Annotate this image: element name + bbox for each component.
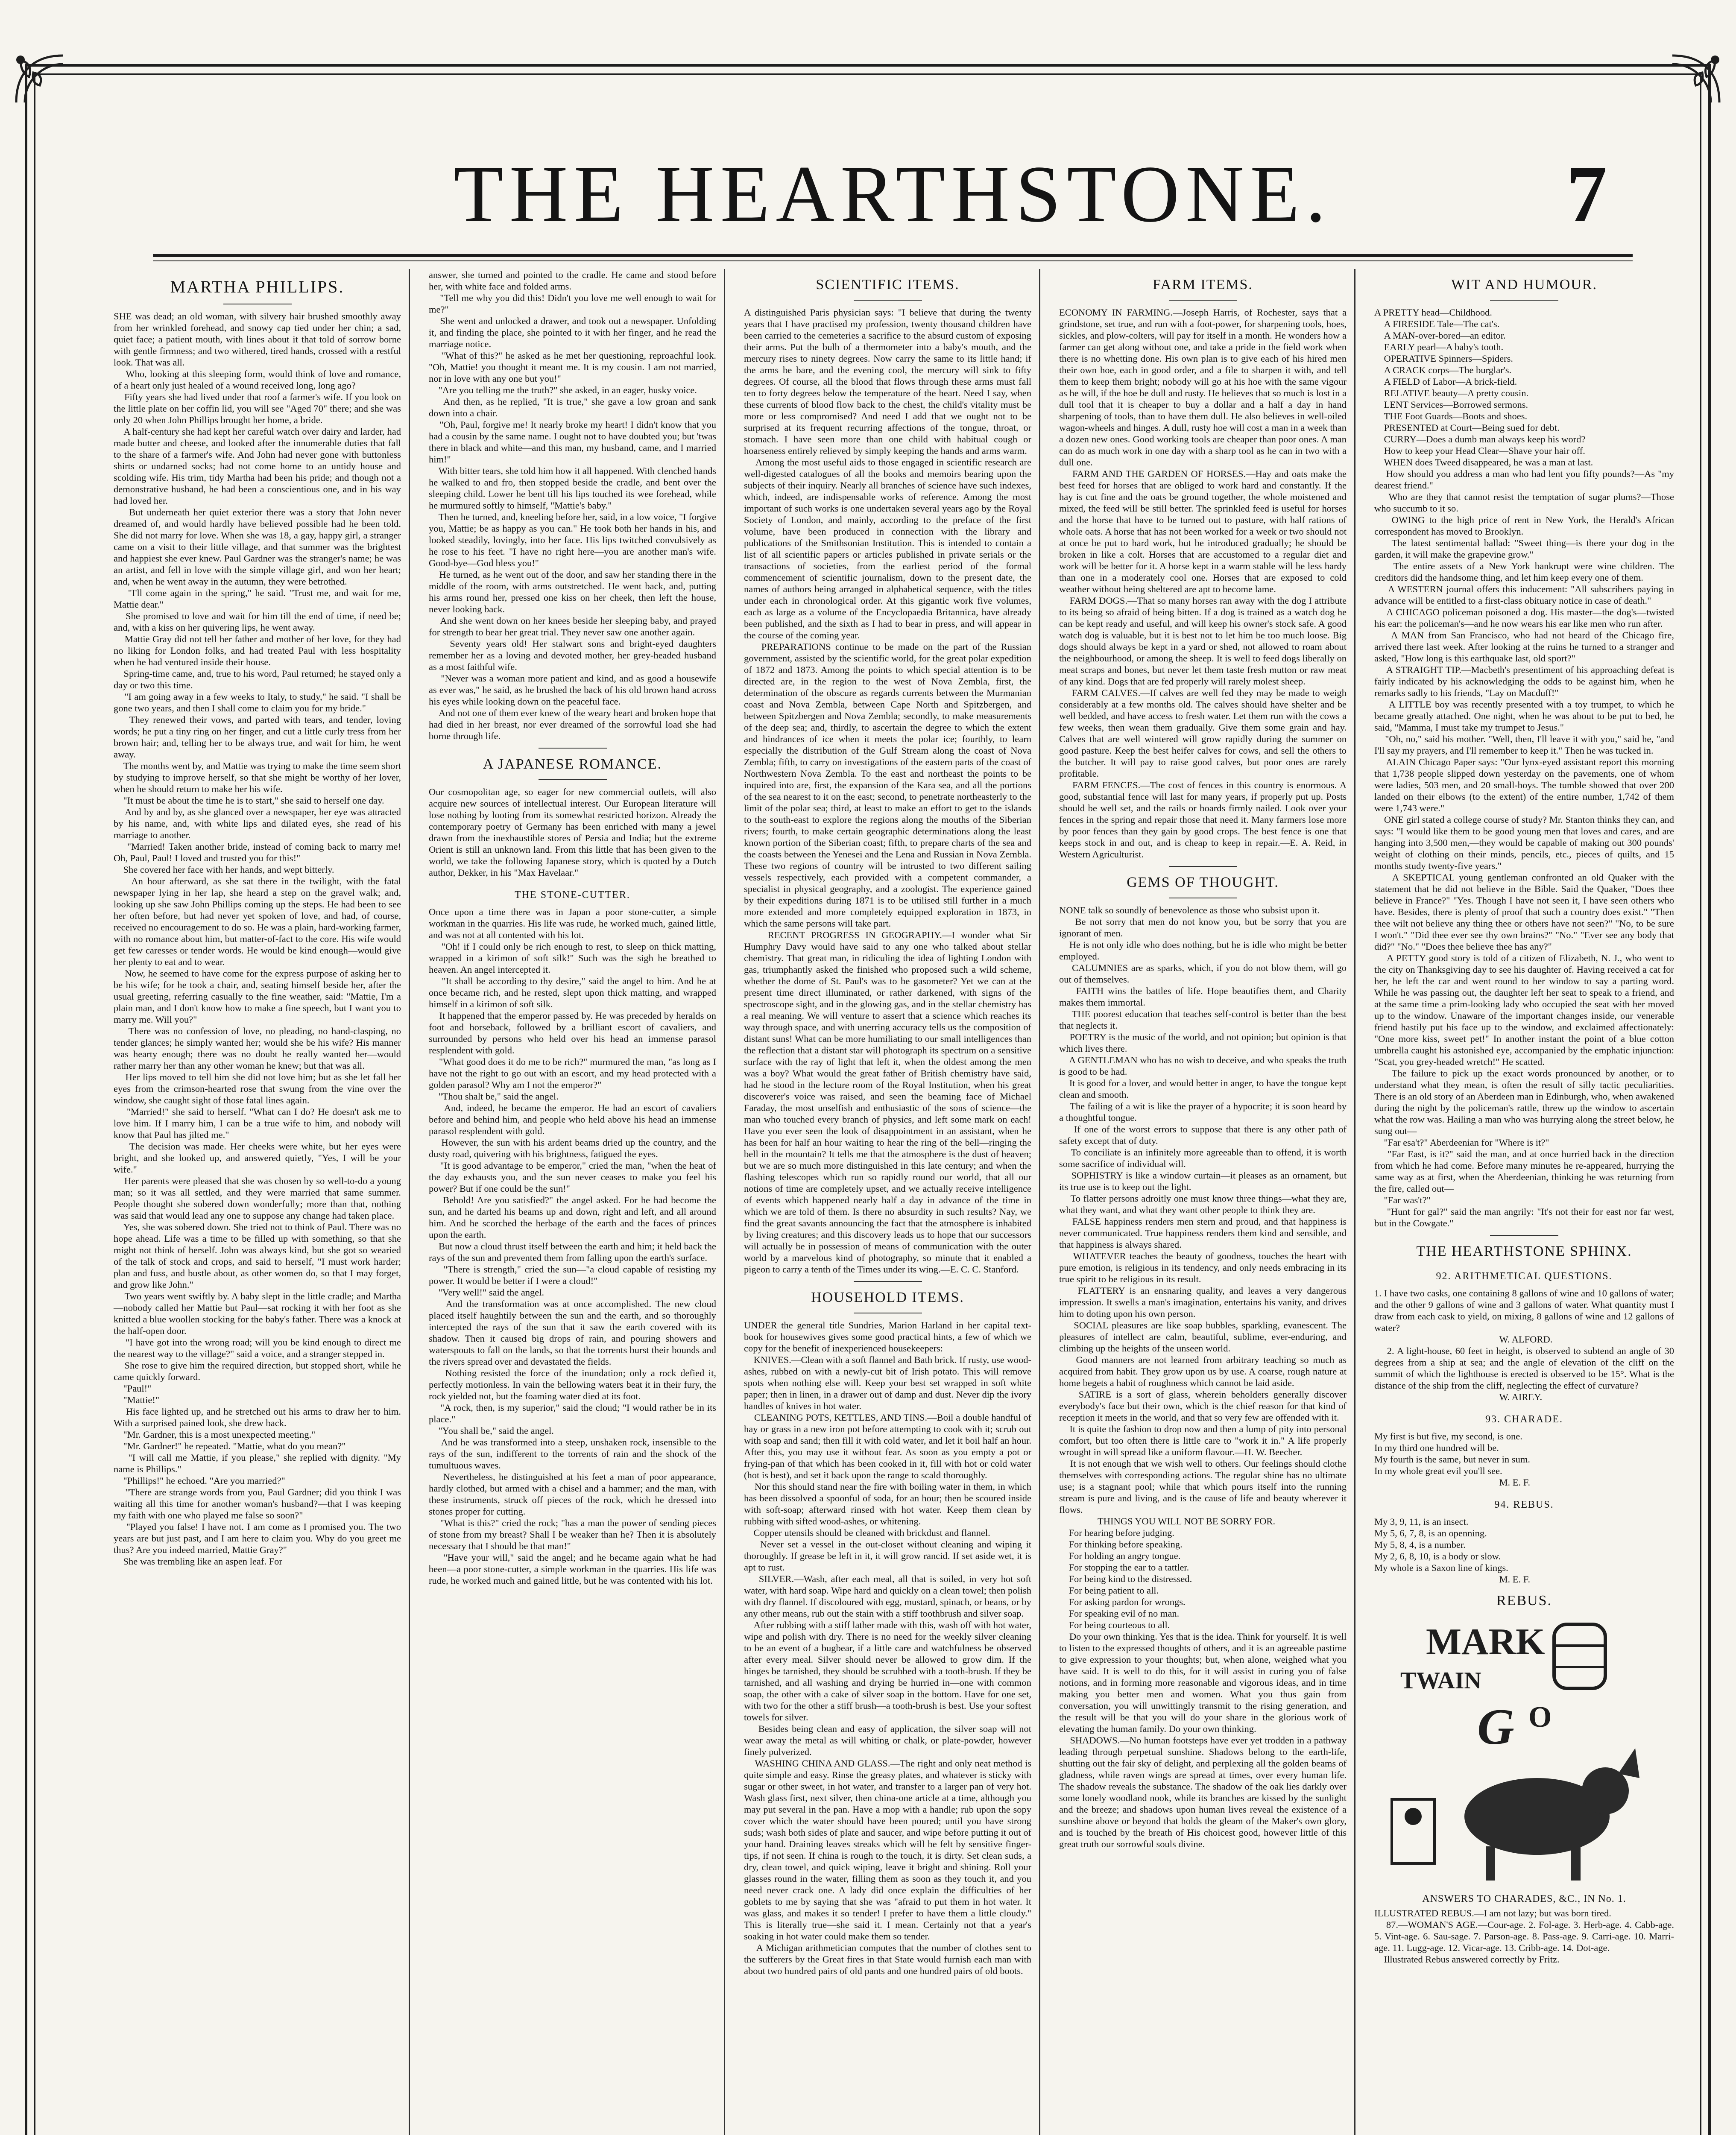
column-4 — [1051, 269, 1355, 2135]
heading-rule — [854, 300, 922, 301]
section-heading: FARM ITEMS. — [1153, 277, 1253, 292]
corner-ornament-icon — [8, 47, 72, 111]
story-heading: MARTHA PHILLIPS. — [170, 277, 345, 296]
section-body: Once upon a time there was in Japan a poor stone-cutter, a simple workman in the quarries. His life was rude, he worked much, gained little, and was not at all contented with his lot. "Oh! if I could only be rich enough to rest, to sleep on thick matting, wrapped in a kirimon of soft silk!" Such was the sigh he breathed to heaven. An angel intercepted it. "It shall be according to thy desire," said the angel to him. And he at once became rich, and he rested, slept upon thick matting, and wrapped himself in a kirimon of soft silk. It happened that the emperor passed by. He was preceded by heralds on foot and horseback, followed by a brilliant escort of cavaliers, and surrounded by persons who held over his head an immense parasol resplendent with gold. "What good does it do me to be rich?" murmured the man, "as long as I have not the right to go out with an escort, and my head protected with a golden parasol? Why am I not the emperor?" "Thou shalt be," said the angel. And, indeed, he became the emperor. He had an escort of cavaliers before and behind him, and people who held above his head an immense parasol resplendent with gold. However, the sun with his ardent beams dried up the country, and the dusty road, quivering with his brightness, fatigued the eyes. "It is good advantage to be emperor," cried the man, "when the heat of the day exhausts you, and the sun never ceases to make you feel his power? But if one could be the sun!" Behold! Are you satisfied?" the angel asked. For he had become the sun, and he darted his beams up and down, right and left, and all around him. And he scorched the herbage of the earth and the faces of princes upon the earth. But now a cloud thrust itself between the earth and him; it held back the rays of the sun and prevented them from falling upon the earth's surface. "There is strength," cried the sun—"a cloud capable of resisting my power. It would be better if I were a cloud!" "Very well!" said the angel. And the transformation was at once accomplished. The new cloud placed itself haughtily between the sun and the earth, and so thoroughly intercepted the rays of the sun that it saw the earth covered with its shadow. Then it caused big drops of rain, and pouring showers and waterspouts to fall on the lands, so that the torrents burst their bounds and the rivers spread over and devastated the fields. Nothing resisted the force of the inundation; only a rock defied it, perfectly motionless. In vain the bellowing waters beat it in their fury, the rock yielded not, but the foaming water died at its foot. "A rock, then, is my superior," said the cloud; "I would rather be in its place." "You shall be," said the angel. And he was transformed into a steep, unshaken rock, insensible to the rays of the sun, indifferent to the torrents of rain and the shock of the tumultuous waves. Nevertheless, he distinguished at his feet a man of poor appearance, hardly clothed, but armed with a chisel and a hammer; and the man, with these instruments, struck off pieces of the rock, which he dressed into stones proper for cutting. "What is this?" cried the rock; "has a man the power of sending pieces of stone from my breast? Shall I be weaker than he? Then it is absolutely necessary that I should be that man!" "Have your will," said the angel; and he became again what he had been—a poor stone-cutter, a simple workman in the quarries. His life was rude, he worked much and gained little, but he was contented with his lot. — [429, 907, 717, 1586]
puzzle-body: My 3, 9, 11, is an insect. My 5, 6, 7, 8, is an openning. My 5, 8, 4, is a number. My 2, 6, 8, 10, is a body or slow. My whole is a Saxon line of kings. M. E. F. — [1374, 1516, 1531, 1585]
section-heading: A JAPANESE ROMANCE. — [483, 756, 662, 772]
section-heading: WIT AND HUMOUR. — [1451, 277, 1597, 292]
section-rule — [1169, 866, 1237, 867]
svg-text:G: G — [1477, 1698, 1514, 1755]
section-subheading: THE STONE-CUTTER. — [515, 889, 630, 901]
section-body: A PRETTY head—Childhood. A FIRESIDE Tale—The cat's. A MAN-over-bored—an editor. EARLY pearl—A baby's tooth. OPERATIVE Spinners—Spiders. A CRACK corps—The burglar's. A FIELD of Labor—A brick-field. RELATIVE beauty—A pretty cousin. LENT Services—Borrowed sermons. THE Foot Guards—Boots and shoes. PRESENTED at Court—Being sued for debt. CURRY—Does a dumb man always keep his word? How to keep your Head Clear—Shave your hair off. WHEN does Tweed disappeared, he was a man at last. How should you address a man who had lent you fifty pounds?—As "my dearest friend." Who are they that cannot resist the temptation of sugar plums?—Those who succumb to it so. OWING to the high price of rent in New York, the Herald's African correspondent has moved to Brooklyn. The latest sentimental ballad: "Sweet thing—is there your dog in the garden, it will make the grapevine grow." The entire assets of a New York bankrupt were wine children. The creditors did the handsome thing, and let him keep every one of them. A WESTERN journal offers this inducement: "All subscribers paying in advance will be entitled to a first-class obituary notice in case of death." A CHICAGO policeman poisoned a dog. His master—the dog's—twisted his ear: the policeman's—and he now wears his ear like men who run after. A MAN from San Francisco, who had not heard of the Chicago fire, arrived there last week. After looking at the ruins he turned to a stranger and asked, "How long is this earthquake last, old sport?" A STRAIGHT TIP.—Macbeth's presentiment of his approaching defeat is fairly indicated by his acknowledging the odds to be against him, when he remarks sadly to his friends, "Lay on Macduff!" A LITTLE boy was recently presented with a toy trumpet, to which he became greatly attached. One night, when he was about to be put to bed, he said, "Mamma, I must take my trumpet to Jesus." "Oh, no," said his mother. "Well, then, I'll leave it with you," said he, "and I'll say my prayers, and I'll remember to keep it." Then he was tucked in. ALAIN Chicago Paper says: "Our lynx-eyed assistant report this morning that 1,738 people slipped down yesterday on the pavements, one of whom were ladies, 503 men, and 20 small-boys. The tumble showed that over 200 landed on their elbows (to the extent) of the entire number, 1,742 of them were 1,743 were." ONE girl stated a college course of study? Mr. Stanton thinks they can, and says: "I would like them to be good young men that loves and cares, and are hanging into 3,500 men,—they would be capable of making out 300 pounds' weight of clothing on their minds, pencils, etc., pieces of quilts, and 15 months study twenty-five years." A SKEPTICAL young gentleman confronted an old Quaker with the statement that he did not believe in the Bible. Said the Quaker, "Does thee believe in France?" "Yes. Though I have not seen it, I have seen others who have. Besides, there is plenty of proof that such a country does exist." "Then thee wilt not believe any thing thee or others have not seen?" "No, to be sure I won't." "Did thee ever see thy own brains?" "No." "Ever see any body that did?" "No." "Does thee believe thee has any?" A PETTY good story is told of a citizen of Elizabeth, N. J., who went to the city on Thanksgiving day to see his daughter of. Having received a cat for her, he left the car and went round to her window to say a parting word. While he was passing out, the daughter left her seat to speak to a friend, and at the same time a prim-looking lady who occupied the seat with her moved up to the window. Unaware of the important changes inside, our venerable friend hastily put his face up to the window, and exclaimed affectionately: "One more kiss, sweet pet!" In another instant the point of a blue cotton umbrella caught his astonished eye, accompanied by the emphatic injunction: "Scat, you grey-headed wretch!" He scatted. The failure to pick up the exact words pronounced by another, or to understand what they mean, is often the result of silly tactic peculiarities. There is an old story of an Aberdeen man in Edinburgh, who, when awakened during the night by the policeman's rattle, threw up the window to ascertain what the row was. Hailing a man who was hurrying along the street below, he sung out— "Far esa't?" Aberdeenian for "Where is it?" "Far East, is it?" said the man, and at once hurried back in the direction from which he had come. Before many minutes he re-appeared, hurrying the same way as at first, when the Aberdeenian, thinking he was returning from the fire, called out— "Far was't?" "Hunt for gal?" said the man angrily: "It's not their for east nor far west, but in the Cowgate." — [1374, 307, 1675, 1228]
corner-ornament-icon — [1664, 47, 1728, 111]
puzzle-body: My first is but five, my second, is one. In my third one hundred will be. My fourth is the same, but never in sum. In my whole great evil you'll see. M. E. F. — [1374, 1431, 1531, 1488]
puzzle-heading: 93. CHARADE. — [1485, 1414, 1563, 1425]
rebus-mark-text: MARK — [1426, 1621, 1545, 1663]
page-border — [25, 64, 1711, 2135]
heading-rule — [1169, 300, 1237, 301]
column-3 — [736, 269, 1040, 2135]
puzzle-heading: 94. REBUS. — [1494, 1499, 1554, 1510]
section-heading: GEMS OF THOUGHT. — [1127, 874, 1279, 890]
section-rule — [539, 748, 607, 749]
section-intro: Our cosmopolitan age, so eager for new commercial outlets, will also acquire new sources of intellectual interest. Our European literature will lose nothing by looting from its somewhat restricted horizon. Already the contemporary poetry of Germany has been enriched with many a jewel drawn from the inexhaustible stores of Persia and India; but the extreme Orient is still an unknown land. From this little that has been given to the world, we take the following Japanese story, which is quoted by a Dutch author, Dekker, in his "Max Havelaar." — [429, 787, 719, 878]
section-heading: HOUSEHOLD ITEMS. — [811, 1290, 964, 1305]
columns — [106, 269, 1682, 2135]
rebus-twain-text: TWAIN — [1400, 1667, 1481, 1694]
svg-text:O: O — [1528, 1701, 1552, 1734]
story-continued: answer, she turned and pointed to the cradle. He came and stood before her, with white face and folded arms. "Tell me why you did this! Didn't you love me well enough to wait for me?" She went and unlocked a drawer, and took out a newspaper. Unfolding it, and finding the place, she pointed to it with her finger, and he read the marriage notice. "What of this?" he asked as he met her questioning, reproachful look. "Oh, Mattie! you thought it meant me. It is my cousin. I am not married, nor in love with any one but you!" "Are you telling me the truth?" she asked, in an eager, husky voice. And then, as he replied, "It is true," she gave a low groan and sank down into a chair. "Oh, Paul, forgive me! It nearly broke my heart! I didn't know that you had a cousin by the same name. I ought not to have doubted you; but 'twas there in black and white—and this man, my husband, came, and I married him!" With bitter tears, she told him how it all happened. With clenched hands he walked to and fro, then stopped beside the cradle, and bent over the sleeping child. Lower he bent till his lips touched its wee forehead, while he murmured softly to himself, "Mattie's baby." Then he turned, and, kneeling before her, said, in a low voice, "I forgive you, Mattie; be as happy as you can." He took both her hands in his, and looked steadily, lovingly, into her face. His lips twitched convulsively as he rose to his feet. "I have no right here—you are another man's wife. Good-bye—God bless you!" He turned, as he went out of the door, and saw her standing there in the middle of the room, with arms outstretched. He went back, and, putting his arms round her, pressed one kiss on her cheek, then left the house, never looking back. And she went down on her knees beside her sleeping baby, and prayed for strength to bear her great trial. They never saw one another again. Seventy years old! Her stalwart sons and bright-eyed daughters remember her as a loving and devoted mother, her grey-headed husband as a most faithful wife. "Never was a woman more patient and kind, and as good a housewife as ever was," he said, as he brushed the back of his old brown hand across his eyes while looking down on the peaceful face. And not one of them ever knew of the weary heart and broken hope that had died in her breast, nor ever dreamed of the sorrowful load she had borne through life. — [429, 269, 717, 741]
answers-body: ILLUSTRATED REBUS.—I am not lazy; but was born tired. 87.—WOMAN'S AGE.—Cour-age. 2. Fol-age. 3. Herb-age. 4. Cabb-age. 5. Vint-age. 6. Sau-sage. 7. Parson-age. 8. Pass-age. 9. Carri-age. 10. Marri-age. 11. Lugg-age. 12. Vicar-age. 13. Cribb-age. 14. Dot-age. Illustrated Rebus answered correctly by Fritz. — [1374, 1908, 1674, 1965]
rebus-picture-icon — [1374, 1616, 1674, 1889]
puzzle-body: 1. I have two casks, one containing 8 gallons of wine and 10 gallons of water; and the other 9 gallons of wine and 3 gallons of water. What quantity must I draw from each cask to yield, on mixing, 8 gallons of wine and 12 gallons of water? W. ALFORD. 2. A light-house, 60 feet in height, is observed to subtend an angle of 30 degrees from a ship at sea; and the angle of elevation of the cliff on the summit of which the lighthouse is erected is observed to be 15°. What is the distance of the ship from the cliff, neglecting the effect of curvature? W. AIREY. — [1374, 1288, 1675, 1402]
answers-heading: ANSWERS TO CHARADES, &C., IN No. 1. — [1422, 1893, 1626, 1904]
masthead — [153, 90, 1633, 252]
column-5 — [1367, 269, 1682, 2135]
rebus-picture-heading: REBUS. — [1496, 1593, 1552, 1609]
section-rule — [854, 1281, 922, 1282]
column-1 — [106, 269, 410, 2135]
masthead-rule — [153, 254, 1633, 257]
section-heading: THE HEARTHSTONE SPHINX. — [1416, 1243, 1632, 1259]
section-body: ECONOMY IN FARMING.—Joseph Harris, of Rochester, says that a grindstone, set true, and run with a foot-power, for sharpening tools, hoes, sickles, and plow-colters, will pay for itself in a month. He wonders how a farmer can get along without one, and take a pride in the field work when there is no whetting done. His own plan is to give each of his hired men their own hoe, each in good order, and a file to sharpen it with, and tell them to keep them bright; nobody will go at his hoe with the same vigour as he will, if the hoe be dull and rusty. He believes that so much is lost in a dull tool that it is cheaper to buy a dollar and a half a day in hand sharpening of tools, than to have them dull. He also believes in well-oiled wagon-wheels and hinges. A dull, rusty hoe will cost a man in a week than a dozen new ones. Good working tools are cheaper than poor ones. A man can do as much work in one day with a sharp tool as he can in two with a dull one. FARM AND THE GARDEN OF HORSES.—Hay and oats make the best feed for horses that are obliged to work hard and constantly. If the hay is cut fine and the oats be ground together, the whole moistened and mixed, the feed will be still better. The sprinkled feed is useful for horses and the horse that have to be turned out to pasture, with half rations of whole oats. A horse that has not been worked for a week or two should not at once be put to hard work, but be introduced gradually; he should be broken in like a colt. Horses that are accustomed to a regular diet and work will be better for it. A horse kept in a warm stable will be less hardy than one in a moderately cool one. Horses that are exposed to cold weather without being sheltered are apt to become lame. FARM DOGS.—That so many horses ran away with the dog I attribute to its being so afraid of being bitten. If a dog is trained as a watch dog he can be kept ready and useful, and will keep his owner's stock safe. A good watch dog is valuable, but it is best not to let him be too much loose. Big dogs should always be kept in a yard or shed, not allowed to roam about the neighbourhood, or among the sheep. It is well to feed dogs liberally on meat scraps and bones, but never let them taste fresh mutton or raw meat of any kind. Dogs that are fed properly will rarely molest sheep. FARM CALVES.—If calves are well fed they may be made to weigh considerably at a few months old. The calves should have shelter and be well bedded, and have access to fresh water. Let them run with the cows a few weeks, then wean them gradually. Give them some grain and hay. Calves that are well wintered will grow rapidly during the summer on good pasture. Keep the best heifer calves for cows, and sell the others to the butcher. It will pay to raise good calves, but poor ones are rarely profitable. FARM FENCES.—The cost of fences in this country is enormous. A good, substantial fence will last for many years, if properly put up. Posts should be well set, and the rails or boards firmly nailed. Look over your fences in the spring and repair those that need it. Many farmers lose more by poor fences than they gain by good crops. The best fence is one that keeps stock in and out, and is cheap to keep in repair.—E. A. Reid, in Western Agriculturist. — [1059, 307, 1347, 860]
section-rule — [1490, 1235, 1558, 1236]
masthead-title: THE HEARTHSTONE. — [454, 149, 1332, 239]
heading-rule — [1490, 300, 1558, 301]
heading-rule — [539, 779, 607, 780]
masthead-rule-thin — [153, 260, 1633, 261]
page-number: 7 — [1566, 149, 1607, 239]
section-body: NONE talk so soundly of benevolence as those who subsist upon it. Be not sorry that men do not know you, but be sorry that you are ignorant of men. He is not only idle who does nothing, but he is idle who might be better employed. CALUMNIES are as sparks, which, if you do not blow them, will go out of themselves. FAITH wins the battles of life. Hope beautifies them, and Charity makes them immortal. THE poorest education that teaches self-control is better than the best that neglects it. POETRY is the music of the world, and not opinion; but opinion is that which lives there. A GENTLEMAN who has no wish to deceive, and who speaks the truth is good to be had. It is good for a lover, and would better in anger, to have the tongue kept clean and smooth. The failing of a wit is like the prayer of a hypocrite; it is soon heard by a thoughtful tongue. If one of the worst errors to suppose that there is any other path of safety except that of duty. To conciliate is an infinitely more agreeable than to offend, it is worth some sacrifice of individual will. SOPHISTRY is like a window curtain—it pleases as an ornament, but its true use is to keep out the light. To flatter persons adroitly one must know three things—what they are, what they want, and what they want other people to think they are. FALSE happiness renders men stern and proud, and that happiness is never communicated. True happiness renders them kind and sensible, and that happiness is always shared. WHATEVER teaches the beauty of goodness, touches the heart with pure emotion, is religious in its tendency, and only needs embracing in its true spirit to be religious in its result. FLATTERY is an ensnaring quality, and leaves a very dangerous impression. It swells a man's imagination, entertains his vanity, and drives him to doting upon his own person. SOCIAL pleasures are like soap bubbles, sparkling, evanescent. The pleasures of intellect are calm, beautiful, sublime, ever-enduring, and climbing up the heights of the unseen world. Good manners are not learned from arbitrary teaching so much as acquired from habit. They grow upon us by use. A coarse, rough nature at home begets a habit of roughness which cannot be laid aside. SATIRE is a sort of glass, wherein beholders generally discover everybody's face but their own, which is the chief reason for that kind of reception it meets in the world, and that so very few are offended with it. It is quite the fashion to drop now and then a lump of pity into personal comfort, but too often there is little care to "work it in." A life properly wrought in will spread like a uniform flavour.—H. W. Beecher. It is not enough that we wish well to others. Our feelings should clothe themselves with corresponding actions. The regular shine has no ultimate use; is a stagnant pool; while that which pours itself into the running stream is pure and living, and is the cause of life and beauty wherever it flows. THINGS YOU WILL NOT BE SORRY FOR. For hearing before judging. For thinking before speaking. For holding an angry tongue. For stopping the ear to a tattler. For being kind to the distressed. For being patient to all. For asking pardon for wrongs. For speaking evil of no man. For being courteous to all. Do your own thinking. Yes that is the idea. Think for yourself. It is well to listen to the expressed thoughts of others, and it is an agreeable pastime to give expression to your thoughts; but, when alone, weighed what you have said. It is well to do this, for it will assist in curing you of false notions, and in forming more reasonable and vigorous ideas, and in time making you better men and women. What you thus gain from conversation, you will unwittingly transmit to the rising generation, and the result will be that you will do your share in the glorious work of elevating the human family. Do your own thinking. SHADOWS.—No human footsteps have ever yet trodden in a pathway leading through perpetual sunshine. Shadows belong to the earth-life, shutting out the fair sky of delight, and perplexing all the golden beams of gladness, while raven wings are spread at times, over every human life. The shadow reveals the substance. The shadow of the oak lies darkly over some lonely woodland nook, while its branches are kissed by the sunlight and the breeze; and shadows upon human lives reveal the existence of a sunshine above or beyond that holds the gleam of the Maker's own glory, and is touched by the breath of His choicest good, however little of this great truth our sorrowful souls divine. — [1059, 905, 1347, 1849]
story-body: SHE was dead; an old woman, with silvery hair brushed smoothly away from her wrinkled forehead, and snowy cap tied under her chin; a sad, quiet face; a patient mouth, with lines about it that told of sorrow borne with gentle firmness; and two withered, tired hands, crossed with a restful look. That was all. Who, looking at this sleeping form, would think of love and romance, of a heart only just healed of a wound received long, long ago? Fifty years she had lived under that roof a farmer's wife. If you look on the little plate on her coffin lid, you will see "Aged 70" there; and she was only 20 when John Phillips brought her home, a bride. A half-century she had kept her careful watch over dairy and larder, had made butter and cheese, and looked after the innumerable duties that fall to the share of a farmer's wife. And John had never gone with buttonless shirts or undarned socks; had not come home to an untidy house and scolding wife. His trim, tidy Martha had been his pride; and though not a demonstrative husband, he had been a conscientious one, and in his way had loved her. But underneath her quiet exterior there was a story that John never dreamed of, and would hardly have believed possible had he been told. She did not marry for love. When she was 18, a gay, happy girl, a stranger came on a visit to their little village, and that summer was the brightest and happiest she ever knew. Paul Gardner was the stranger's name; he was an artist, and fell in love with the simple village girl, and won her heart; and, when he went away in the autumn, they were betrothed. "I'll come again in the spring," he said. "Trust me, and wait for me, Mattie dear." She promised to love and wait for him till the end of time, if need be; and, with a kiss on her quivering lips, he went away. Mattie Gray did not tell her father and mother of her love, for they had no liking for London folks, and had treated Paul with less hospitality when he had ventured inside their house. Spring-time came, and, true to his word, Paul returned; he stayed only a day or two this time. "I am going away in a few weeks to Italy, to study," he said. "I shall be gone two years, and then I shall come to claim you for my bride." They renewed their vows, and parted with tears, and tender, loving words; he put a tiny ring on her finger, and cut a little curly tress from her brown hair; and, telling her to be always true, and wait for him, he went away. The months went by, and Mattie was trying to make the time seem short by studying to improve herself, so that she might be worthy of her lover, when he should return to make her his wife. "It must be about the time he is to start," she said to herself one day. And by and by, as she glanced over a newspaper, her eye was attracted by his name, and, with white lips and dilated eyes, she read of his marriage to another. "Married! Taken another bride, instead of coming back to marry me! Oh, Paul, Paul! I loved and trusted you for this!" She covered her face with her hands, and wept bitterly. An hour afterward, as she sat there in the twilight, with the fatal newspaper lying in her lap, she heard a step on the gravel walk; and, looking up she saw John Phillips coming up the steps. He had been to see her often before, but had never yet spoken of love, and had, of course, received no encouragement to do so. He was a plain, hard-working farmer, with no romance about him, but matter-of-fact to the core. His wife would get few caresses or tender words. He would be kind enough—would give her plenty to eat and to wear. Now, he seemed to have come for the express purpose of asking her to be his wife; for he took a chair, and, seating himself beside her, after the usual greeting, referring casually to the fine weather, said: "Mattie, I'm a plain man, and I don't know how to make a fine speech, but I want you to marry me. Will you?" There was no confession of love, no pleading, no hand-clasping, no tender glances; he simply wanted her; would she be his wife? His manner was hearty enough; there was no doubt he really wanted her—would rather marry her than any other woman he knew; but that was all. Her lips moved to tell him she did not love him; but as she let fall her eyes from the crimson-hearted rose that swung from the vine over the window, she caught sight of those fatal lines again. "Married!" she said to herself. "What can I do? He doesn't ask me to love him. If I marry him, I can be a true wife to him, and nobody will know that Paul has jilted me." The decision was made. Her cheeks were white, but her eyes were bright, and she looked up, and answered quietly, "Yes, I will be your wife." Her parents were pleased that she was chosen by so well-to-do a young man; so it was all settled, and they were married that same summer. People thought she sobered down wonderfully; more than that, nothing was said that would lead any one to suppose any change had taken place. Yes, she was sobered down. She tried not to think of Paul. There was no hope ahead. Life was a time to be filled up with something, so that she might not think of herself. John was always kind, but she got so wearied of the talk of stock and crops, and said to herself, "I must work harder; plan and fuss, and bustle about, as other women do, so that I may forget, and grow like John." Two years went swiftly by. A baby slept in the little cradle; and Martha—nobody called her Mattie but Paul—sat rocking it with her foot as she knitted a blue woollen stocking for the baby's father. There was a knock at the half-open door. "I have got into the wrong road; will you be kind enough to direct me the nearest way to the village?" said a voice, and a stranger stepped in. She rose to give him the required direction, but stopped short, while he came quickly forward. "Paul!" "Mattie!" His face lighted up, and he stretched out his arms to draw her to him. With a surprised pained look, she drew back. "Mr. Gardner, this is a most unexpected meeting." "Mr. Gardner!" he repeated. "Mattie, what do you mean?" "I will call me Mattie, if you please," she replied with dignity. "My name is Phillips." "Phillips!" he echoed. "Are you married?" "There are strange words from you, Paul Gardner; did you think I was waiting all this time for another woman's husband?—that I was keeping my faith with one who played me false so soon?" "Played you false! I have not. I am come as I promised you. The two years are but just past, and I am here to claim you. Why do you greet me thus? Are you indeed married, Mattie Gray?" She was trembling like an aspen leaf. For — [114, 311, 401, 1567]
column-2 — [421, 269, 725, 2135]
puzzle-heading: 92. ARITHMETICAL QUESTIONS. — [1436, 1271, 1613, 1282]
section-heading: SCIENTIFIC ITEMS. — [816, 277, 960, 292]
rebus-illustration — [1374, 1616, 1674, 1889]
section-body: A distinguished Paris physician says: "I believe that during the twenty years that I have practised my profession, twenty thousand children have been carried to the cemeteries a sacrifice to the absurd custom of exposing their arms. Put the bulb of a thermometer into a baby's mouth, and the mercury rises to ninety degrees. Now carry the same to its little hand; if the arms be bare, and the evening cool, the mercury will sink to fifty degrees. Of course, all the blood that flows through these arms must fall ten to forty degrees below the temperature of the heart. Need I say, when these currents of blood flow back to the chest, the child's vitality must be more or less compromised? And need I add that we ought not to be surprised at its frequent recurring affections of the tongue, throat, or stomach. I have seen more than one child with habitual cough or hoarseness entirely relieved by simply keeping the hands and arms warm. Among the most useful aids to those engaged in scientific research are well-digested catalogues of all the books and memoirs bearing upon the subjects of their inquiry. Nearly all branches of science have such indexes, which, indeed, are indispensable works of reference. Among the most important of such works is one undertaken several years ago by the Royal Society of London, and mainly, according to the preface of the first volume, have been produced in connection with the library and publications of the Smithsonian Institution. This is intended to contain a list of all scientific papers or articles published in private serials or the transactions of societies, from the earliest period of the formal commencement of scientific journalism, down to the present date, the names of authors being arranged in alphabetical sequence, with the titles under each in chronological order. At this gigantic work five volumes, each as large as a volume of the Encyclopaedia Britannica, have already been published, and the sixth as I had to bear in press, and will appear in the course of the coming year. PREPARATIONS continue to be made on the part of the Russian government, assisted by the scientific world, for the great polar expedition of 1872 and 1873. Among the points to which special attention is to be directed are, in the region to the west of Nova Zembla, first, the determination of the obscure as regards currents between the Murmanian coast and Nova Zembla, between Cape North and Spitzbergen, and between Spitzbergen and Nova Zembla; secondly, to make measurements of the deep sea; and, thirdly, to ascertain the degree to which the extent and hindrances of ice when it meets the polar ice; fourthly, to learn especially the distribution of the Gulf Stream along the coast of Nova Zembla; fifth, to carry on investigations of the eastern parts of the coast of Northwestern Nova Zembla. To the east and northeast the points to be inquired into are, first, the expansion of the Kara sea, and all the portions of the sea nearest to it on the east; second, to penetrate northeasterly to the limit of the polar sea; third, at least to make an effort to get to the islands to the south-east to explore the regions along the mouths of the Siberian rivers; fourth, to make certain geographic determinations along the least known portion of the Siberian coast; fifth, to prepare charts of the sea and the coasts between the Yenesei and the Lena and Russian in Nova Zembla. These two regions of country will be intrusted to two different sailing vessels respectively, each provided with a competent commander, a specialist in physical geography, and a zoologist. The experience gained by their expeditions during 1871 is to be utilised still further in a much more extended and more completely equipped exploration in 1873, in which the same persons will take part. RECENT PROGRESS IN GEOGRAPHY.—I wonder what Sir Humphry Davy would have said to any one who talked about stellar chemistry. That great man, in ridiculing the idea of lighting London with gas, triumphantly asked the finished who proposed such a wild scheme, whether the dome of St. Paul's was to be gasometer? Yet we can at the present time direct illuminated, or rather darkened, with signs of the spectroscope sight, and in the glowing gas, and in the stellar chemistry has a real meaning. We will venture to assert that a science which reaches its way through space, and with unerring accuracy tells us the composition of distant suns! What can be more humiliating to our small intelligences than the reflection that a distant star will photograph its spectrum on a sensitive surface with the ray of light that left it, when the oldest among the men was a boy? What would the great father of British chemistry have said, had he stood in the lecture room of the Royal Institution, when his great discoverer's voice was raised, and seen the beaming face of Michael Faraday, the most unselfish and enthusiastic of the sons of science—the man who touched every branch of physics, and left some mark on each! Have you ever seen the look of disappointment in an assistant, when he has been for half an hour waiting to hear the ring of the bell—ringing the bell in the mountain? It tells me that the atmosphere is the dust of heaven; but we are so much more distinguished in this late century; and when the flashing telescopes which run so rapidly round our world, that all our notions of time are completely upset, and we actually receive intelligence of events which happened nearly half a day in advance of the time in which we are told of them. Is there no absurdity in such results? Nay, we find the great savants announcing the fact that the atmosphere is inhabited by living creatures; and this discovery leads us to hope that our successors will actually be in possession of means of communication with the outer world by a marvelous kind of photography, so minute that it enabled a pigeon to carry a tenth of the Times under its wing.—E. C. C. Stanford. — [744, 307, 1032, 1275]
section-body: UNDER the general title Sundries, Marion Harland in her capital text-book for housewives gives some good practical hints, a few of which we copy for the benefit of inexperienced housekeepers: KNIVES.—Clean with a soft flannel and Bath brick. If rusty, use wood-ashes, rubbed on with a newly-cut bit of Irish potato. This will remove spots when nothing else will. Keep your best set wrapped in soft white paper; then in linen, in a drawer out of damp and dust. Never dip the ivory handles of knives in hot water. CLEANING POTS, KETTLES, AND TINS.—Boil a double handful of hay or grass in a new iron pot before attempting to cook with it; scrub out with soap and sand; then fill it with cold water, and let it boil half an hour. After this, you may use it without fear. As soon as you empty a pot or frying-pan of that which has been cooked in it, fill with hot or cold water (hot is best), and set it back upon the range to scald thoroughly. Nor this should stand near the fire with boiling water in them, in which has been dissolved a spoonful of soda, for an hour; then be scoured inside with soft-soap; afterward rinsed with hot water. Keep them clean by rubbing with sifted wood-ashes, or whitening. Copper utensils should be cleaned with brickdust and flannel. Never set a vessel in the out-closet without cleaning and wiping it thoroughly. If grease be left in it, it will grow rancid. If set aside wet, it is apt to rust. SILVER.—Wash, after each meal, all that is soiled, in very hot soft water, with hard soap. Wipe hard and quickly on a clean towel; then polish with dry flannel. If discoloured with egg, mustard, spinach, or beans, or by any other means, rub out the stain with a stiff toothbrush and silver soap. After rubbing with a stiff lather made with this, wash off with hot water, wipe and polish with dry. There is no need for the weekly silver cleaning to be an event of a bugbear, if a little care and watchfulness be observed after every meal. Silver should never be allowed to grow dim. If the hinges be tarnished, they should be scrubbed with a tooth-brush. If they be tarnished, and all washing and drying be hurried in—one with common soap, the other with a cake of silver soap in the bottom. Have for one set, with two for the other a stiff brush—a tooth-brush is best. Use your softest towels for silver. Besides being clean and easy of application, the silver soap will not wear away the metal as will whiting or chalk, or plate-powder, however finely pulverized. WASHING CHINA AND GLASS.—The right and only neat method is quite simple and easy. Rinse the greasy plates, and whatever is sticky with sugar or other sweet, in hot water, and transfer to a larger pan of very hot. Wash glass first, next silver, then china-one article at a time, although you may put several in the pan. Have a mop with a handle; rub upon the sopy cover which the water should have been poured; until you have strong suds; wash both sides of plate and saucer, and wipe before putting it out of your hand. Draining leaves streaks which will be felt by sensitive finger-tips, if not seen. If china is rough to the touch, it is dirty. Set clean suds, a dry, clean towel, and quick wiping, leave it bright and shining. Roll your glasses round in the water, filling them as soon as they touch it, and you need never crack one. A lady did once explain the difficulties of her goblets to me by saying that she was "afraid to put them in hot water. It was glass, and makes it so tender! I prefer to have them a little cloudy." This is literally true—she said it. I mean. Certainly not that a year's soaking in hot water could make them so tender. A Michigan arithmetician computes that the number of clothes sent to the sufferers by the Great fires in that State would furnish each man with about two hundred pairs of old pants and one hundred pairs of old boots. — [744, 1320, 1032, 1976]
